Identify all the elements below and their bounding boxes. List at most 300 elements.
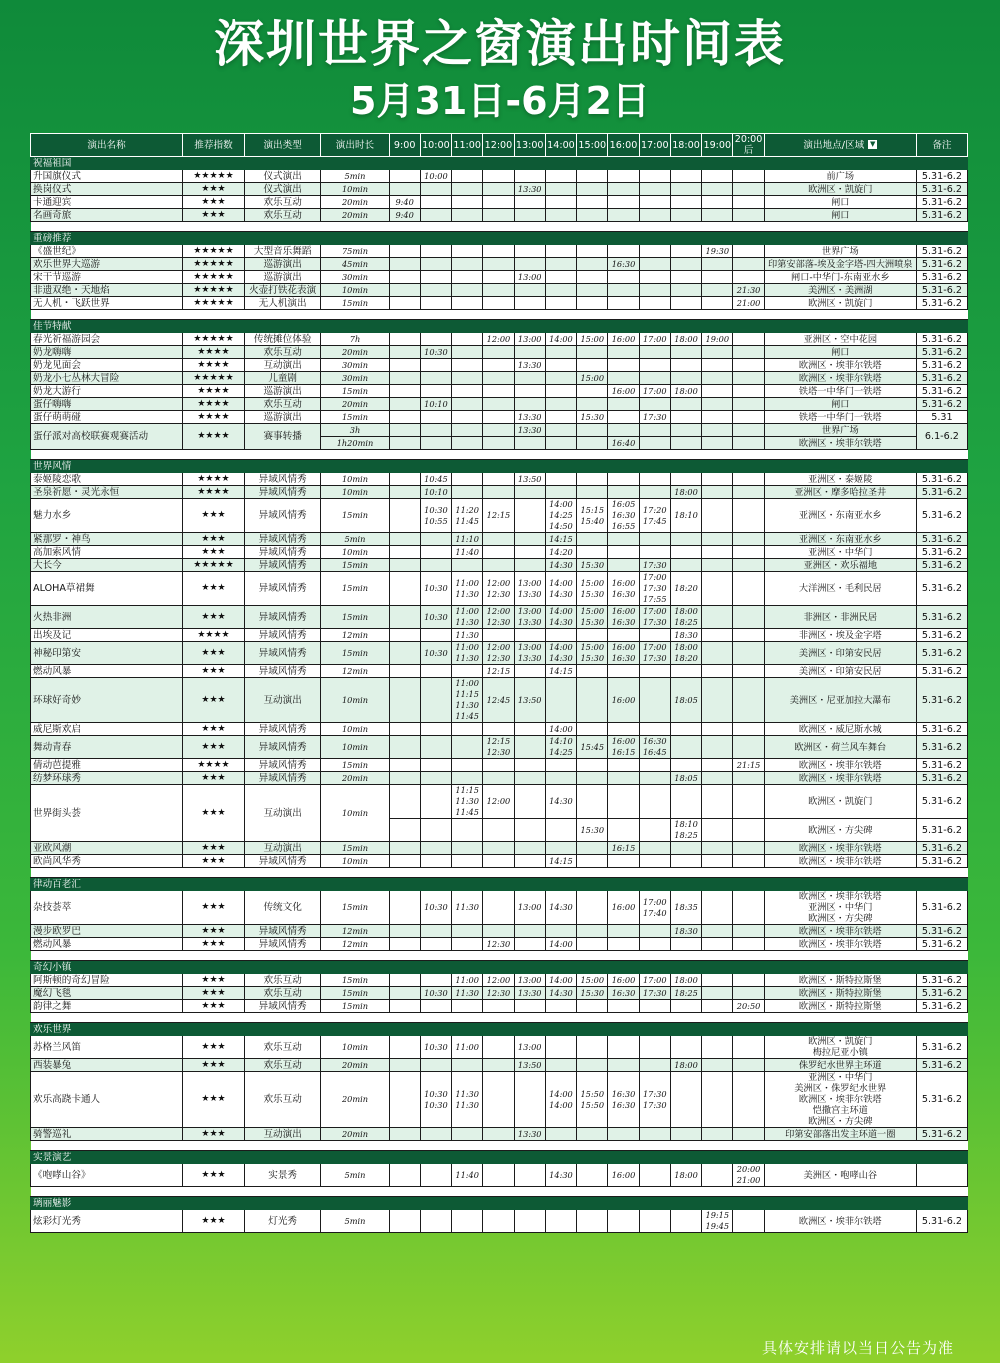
- time-slot: [389, 372, 420, 385]
- column-header: 20:00后: [734, 134, 763, 156]
- time-slot: [702, 209, 733, 222]
- time-slot: [670, 297, 701, 310]
- time-slot: [420, 424, 451, 437]
- time-slot: [577, 424, 608, 437]
- time-slot: [733, 925, 764, 938]
- time-slot: [608, 245, 639, 258]
- time-slot: [514, 938, 545, 951]
- time-slot: [670, 1210, 701, 1233]
- remark: 5.31-6.2: [916, 473, 967, 486]
- remark: 5.31-6.2: [916, 209, 967, 222]
- time-slot: [733, 819, 764, 842]
- show-type: 异域风情秀: [244, 559, 321, 572]
- spacer-row: [31, 868, 968, 878]
- time-slot: [420, 925, 451, 938]
- time-slot: [608, 819, 639, 842]
- column-header: 16:00: [608, 134, 639, 157]
- time-slot: [389, 678, 420, 723]
- spacer: [31, 1141, 968, 1151]
- table-row: [31, 1036, 968, 1059]
- time-slot: [577, 1210, 608, 1233]
- time-slot: [483, 1128, 514, 1141]
- location: 欧洲区・斯特拉斯堡: [764, 987, 916, 1000]
- show-type: 异域风情秀: [244, 486, 321, 499]
- duration: 20min: [321, 772, 389, 785]
- table-row: [31, 1128, 968, 1141]
- time-slot: [608, 629, 639, 642]
- time-slot: [514, 398, 545, 411]
- section-title: 欢乐世界: [31, 1023, 968, 1036]
- time-slot: [389, 245, 420, 258]
- time-slot: [577, 245, 608, 258]
- time-slot: [545, 1210, 576, 1233]
- schedule-table: [30, 133, 968, 1233]
- section-header-row: [31, 1023, 968, 1036]
- time-slot: 11:00 11:30: [452, 642, 483, 665]
- show-name: 圣泉祈愿・灵光永恒: [31, 486, 183, 499]
- time-slot: [420, 196, 451, 209]
- time-slot: 11:00: [452, 1036, 483, 1059]
- time-slot: [389, 987, 420, 1000]
- time-slot: [420, 1059, 451, 1072]
- show-type: 灯光秀: [244, 1210, 321, 1233]
- time-slot: [545, 372, 576, 385]
- rating-stars: ★★★★: [183, 398, 245, 411]
- remark: 5.31-6.2: [916, 1036, 967, 1059]
- show-type: 欢乐互动: [244, 209, 321, 222]
- time-slot: [514, 759, 545, 772]
- show-name: 蛋仔萌萌碰: [31, 411, 183, 424]
- time-slot: 12:30: [483, 987, 514, 1000]
- time-slot: 15:00 15:30: [577, 606, 608, 629]
- time-slot: [514, 258, 545, 271]
- time-slot: [702, 1000, 733, 1013]
- time-slot: 10:30 10:30: [420, 1072, 451, 1128]
- location: 亚洲区・泰姬陵: [764, 473, 916, 486]
- show-name: 欢乐世界大巡游: [31, 258, 183, 271]
- time-slot: [420, 759, 451, 772]
- time-slot: 12:15: [483, 665, 514, 678]
- show-type: 异域风情秀: [244, 855, 321, 868]
- time-slot: [420, 258, 451, 271]
- table-row: [31, 974, 968, 987]
- remark: 5.31-6.2: [916, 987, 967, 1000]
- show-name: 欢乐高跷卡通人: [31, 1072, 183, 1128]
- time-slot: 13:00: [514, 333, 545, 346]
- time-slot: [514, 1164, 545, 1187]
- time-slot: [639, 678, 670, 723]
- time-slot: [514, 855, 545, 868]
- time-slot: [545, 842, 576, 855]
- time-slot: [608, 1210, 639, 1233]
- show-name: 世界街头荟: [31, 785, 183, 842]
- duration: 15min: [321, 411, 389, 424]
- time-slot: [389, 759, 420, 772]
- table-row: [31, 499, 968, 533]
- time-slot: 18:00 18:20: [670, 642, 701, 665]
- show-type: 欢乐互动: [244, 987, 321, 1000]
- time-slot: 19:30: [702, 245, 733, 258]
- time-slot: [577, 258, 608, 271]
- time-slot: [608, 372, 639, 385]
- time-slot: [389, 891, 420, 925]
- time-slot: [514, 1210, 545, 1233]
- location: 非洲区・非洲民居: [764, 606, 916, 629]
- time-slot: [452, 297, 483, 310]
- time-slot: [702, 759, 733, 772]
- rating-stars: ★★★★: [183, 424, 245, 450]
- time-slot: 13:30: [514, 359, 545, 372]
- time-slot: 15:30: [577, 411, 608, 424]
- location: 非洲区・埃及金字塔: [764, 629, 916, 642]
- time-slot: [420, 333, 451, 346]
- header-row: [31, 134, 968, 157]
- time-slot: [733, 385, 764, 398]
- time-slot: [483, 925, 514, 938]
- time-slot: [389, 271, 420, 284]
- time-slot: [639, 819, 670, 842]
- time-slot: 12:00: [483, 974, 514, 987]
- time-slot: [639, 271, 670, 284]
- time-slot: [514, 785, 545, 819]
- time-slot: [483, 245, 514, 258]
- time-slot: [639, 1059, 670, 1072]
- time-slot: [733, 346, 764, 359]
- duration: 10min: [321, 546, 389, 559]
- time-slot: [702, 572, 733, 606]
- time-slot: [670, 723, 701, 736]
- time-slot: [639, 437, 670, 450]
- section-header-row: [31, 232, 968, 245]
- duration: 20min: [321, 209, 389, 222]
- location: 印第安部落出发主环道一圈: [764, 1128, 916, 1141]
- time-slot: [733, 891, 764, 925]
- time-slot: [389, 346, 420, 359]
- table-row: [31, 359, 968, 372]
- time-slot: [670, 785, 701, 819]
- show-type: 欢乐互动: [244, 346, 321, 359]
- time-slot: [389, 938, 420, 951]
- time-slot: 11:20 11:45: [452, 499, 483, 533]
- time-slot: [670, 196, 701, 209]
- rating-stars: ★★★: [183, 974, 245, 987]
- duration: 1h20min: [321, 437, 389, 450]
- time-slot: [389, 819, 420, 842]
- column-header: 19:00: [702, 134, 733, 157]
- time-slot: [545, 925, 576, 938]
- time-slot: [545, 424, 576, 437]
- footer-note: 具体安排请以当日公告为准: [761, 1339, 954, 1357]
- time-slot: [608, 346, 639, 359]
- column-header: 备注: [916, 134, 967, 157]
- time-slot: [452, 346, 483, 359]
- time-slot: [452, 855, 483, 868]
- time-slot: [670, 842, 701, 855]
- location: 美洲区・尼亚加拉大瀑布: [764, 678, 916, 723]
- time-slot: 15:30: [577, 819, 608, 842]
- time-slot: [608, 533, 639, 546]
- time-slot: 16:00: [608, 333, 639, 346]
- remark: 5.31-6.2: [916, 1059, 967, 1072]
- time-slot: [545, 1128, 576, 1141]
- time-slot: 11:00 11:30: [452, 606, 483, 629]
- show-name: 泰姬陵恋歌: [31, 473, 183, 486]
- remark: 5.31-6.2: [916, 1210, 967, 1233]
- time-slot: [420, 736, 451, 759]
- remark: 5.31-6.2: [916, 258, 967, 271]
- location: 欧洲区・埃菲尔铁塔: [764, 759, 916, 772]
- show-type: 巡游演出: [244, 258, 321, 271]
- time-slot: [577, 170, 608, 183]
- time-slot: 12:00: [483, 785, 514, 819]
- time-slot: [483, 385, 514, 398]
- rating-stars: ★★★★★: [183, 170, 245, 183]
- show-name: 阿斯顿的奇幻冒险: [31, 974, 183, 987]
- remark: 5.31-6.2: [916, 398, 967, 411]
- time-slot: [389, 486, 420, 499]
- show-type: 异域风情秀: [244, 938, 321, 951]
- section-header-row: [31, 157, 968, 170]
- time-slot: [639, 473, 670, 486]
- time-slot: [420, 385, 451, 398]
- time-slot: [483, 819, 514, 842]
- location: 美洲区・印第安民居: [764, 642, 916, 665]
- rating-stars: ★★★★: [183, 359, 245, 372]
- column-header: 演出时长: [321, 134, 389, 157]
- time-slot: 18:35: [670, 891, 701, 925]
- table-row: [31, 346, 968, 359]
- time-slot: [483, 533, 514, 546]
- dropdown-filter-icon[interactable]: ▼: [869, 140, 876, 148]
- time-slot: 18:00 18:25: [670, 606, 701, 629]
- location: 欧洲区・凯旋门: [764, 297, 916, 310]
- time-slot: [514, 245, 545, 258]
- time-slot: [420, 1210, 451, 1233]
- time-slot: [639, 372, 670, 385]
- remark: 5.31-6.2: [916, 925, 967, 938]
- time-slot: [420, 533, 451, 546]
- time-slot: [483, 759, 514, 772]
- remark: 5.31-6.2: [916, 723, 967, 736]
- date-range: 5月31日-6月2日: [350, 79, 650, 123]
- time-slot: [514, 196, 545, 209]
- remark: 5.31-6.2: [916, 759, 967, 772]
- table-row: [31, 723, 968, 736]
- show-name: 骑警巡礼: [31, 1128, 183, 1141]
- time-slot: [452, 411, 483, 424]
- time-slot: [577, 533, 608, 546]
- time-slot: [608, 271, 639, 284]
- time-slot: 20:00 21:00: [733, 1164, 764, 1187]
- show-name: 大长今: [31, 559, 183, 572]
- time-slot: 14:00: [545, 974, 576, 987]
- section-header-row: [31, 961, 968, 974]
- time-slot: [733, 772, 764, 785]
- time-slot: [420, 723, 451, 736]
- time-slot: [452, 284, 483, 297]
- spacer-row: [31, 951, 968, 961]
- time-slot: [389, 297, 420, 310]
- time-slot: [483, 411, 514, 424]
- time-slot: [483, 1059, 514, 1072]
- time-slot: 16:00 16:15: [608, 736, 639, 759]
- time-slot: [514, 819, 545, 842]
- remark: [916, 1164, 967, 1187]
- time-slot: [389, 1210, 420, 1233]
- time-slot: [577, 297, 608, 310]
- time-slot: 15:45: [577, 736, 608, 759]
- time-slot: [514, 533, 545, 546]
- location: 闸口-中华门-东南亚水乡: [764, 271, 916, 284]
- time-slot: 18:25: [670, 987, 701, 1000]
- rating-stars: ★★★: [183, 606, 245, 629]
- time-slot: [452, 1210, 483, 1233]
- time-slot: [639, 759, 670, 772]
- duration: 3h: [321, 424, 389, 437]
- time-slot: [483, 842, 514, 855]
- section-title: 世界风情: [31, 460, 968, 473]
- show-name: 火热非洲: [31, 606, 183, 629]
- duration: 5min: [321, 1164, 389, 1187]
- rating-stars: ★★★★★: [183, 333, 245, 346]
- time-slot: [670, 411, 701, 424]
- remark: 5.31-6.2: [916, 372, 967, 385]
- time-slot: [577, 855, 608, 868]
- time-slot: 13:00 13:30: [514, 642, 545, 665]
- location: 亚洲区・中华门: [764, 546, 916, 559]
- rating-stars: ★★★★: [183, 473, 245, 486]
- time-slot: 14:00 14:30: [545, 642, 576, 665]
- time-slot: [545, 772, 576, 785]
- time-slot: [483, 209, 514, 222]
- time-slot: 16:15: [608, 842, 639, 855]
- time-slot: 16:00: [608, 678, 639, 723]
- time-slot: [389, 385, 420, 398]
- show-type: 异域风情秀: [244, 1000, 321, 1013]
- time-slot: [577, 346, 608, 359]
- time-slot: [483, 772, 514, 785]
- time-slot: [420, 938, 451, 951]
- duration: 10min: [321, 785, 389, 842]
- column-header[interactable]: 演出地点/区域 ▼: [764, 134, 916, 157]
- table-row: [31, 842, 968, 855]
- duration: 20min: [321, 196, 389, 209]
- time-slot: 12:45: [483, 678, 514, 723]
- location: 亚洲区・摩多哈拉圣井: [764, 486, 916, 499]
- time-slot: [702, 473, 733, 486]
- show-name: 奶龙见面会: [31, 359, 183, 372]
- time-slot: 18:00: [670, 1059, 701, 1072]
- time-slot: [545, 209, 576, 222]
- table-row: [31, 987, 968, 1000]
- time-slot: 15:00 15:30: [577, 642, 608, 665]
- time-slot: 14:30: [545, 559, 576, 572]
- time-slot: 17:30 17:30: [639, 1072, 670, 1128]
- remark: 5.31-6.2: [916, 1072, 967, 1128]
- time-slot: [733, 533, 764, 546]
- show-type: 巡游演出: [244, 271, 321, 284]
- duration: 20min: [321, 1059, 389, 1072]
- time-slot: [670, 209, 701, 222]
- time-slot: [545, 1059, 576, 1072]
- table-row: [31, 629, 968, 642]
- time-slot: [670, 398, 701, 411]
- show-type: 传统摊位体验: [244, 333, 321, 346]
- time-slot: [702, 546, 733, 559]
- time-slot: [483, 297, 514, 310]
- time-slot: [608, 411, 639, 424]
- show-type: 异域风情秀: [244, 759, 321, 772]
- rating-stars: ★★★★★: [183, 372, 245, 385]
- table-row: [31, 855, 968, 868]
- show-name: 春光祈福游园会: [31, 333, 183, 346]
- time-slot: [389, 665, 420, 678]
- show-type: 互动演出: [244, 842, 321, 855]
- duration: 15min: [321, 891, 389, 925]
- table-row: [31, 372, 968, 385]
- duration: 5min: [321, 533, 389, 546]
- time-slot: [483, 559, 514, 572]
- time-slot: [452, 424, 483, 437]
- time-slot: [389, 1000, 420, 1013]
- table-row: [31, 533, 968, 546]
- column-header: 12:00: [483, 134, 514, 157]
- time-slot: [577, 209, 608, 222]
- time-slot: 15:50 15:50: [577, 1072, 608, 1128]
- table-row: [31, 424, 968, 437]
- time-slot: [577, 196, 608, 209]
- show-name: 蛋仔嗨嗨: [31, 398, 183, 411]
- time-slot: [733, 938, 764, 951]
- time-slot: [420, 785, 451, 819]
- time-slot: 18:10: [670, 499, 701, 533]
- show-type: 仪式演出: [244, 183, 321, 196]
- time-slot: [452, 665, 483, 678]
- time-slot: [389, 572, 420, 606]
- time-slot: [389, 258, 420, 271]
- time-slot: 13:00: [514, 271, 545, 284]
- duration: 10min: [321, 723, 389, 736]
- time-slot: [733, 499, 764, 533]
- section-header-row: [31, 460, 968, 473]
- time-slot: [670, 437, 701, 450]
- time-slot: [545, 297, 576, 310]
- time-slot: [420, 819, 451, 842]
- time-slot: [608, 785, 639, 819]
- time-slot: [639, 546, 670, 559]
- location: 欧洲区・凯旋门: [764, 785, 916, 819]
- time-slot: 11:00 11:15 11:30 11:45: [452, 678, 483, 723]
- time-slot: [483, 372, 514, 385]
- time-slot: 21:15: [733, 759, 764, 772]
- time-slot: [639, 245, 670, 258]
- time-slot: [389, 1164, 420, 1187]
- time-slot: [733, 665, 764, 678]
- time-slot: [702, 385, 733, 398]
- time-slot: [639, 533, 670, 546]
- time-slot: [733, 333, 764, 346]
- time-slot: 15:15 15:40: [577, 499, 608, 533]
- time-slot: [702, 499, 733, 533]
- show-type: 异域风情秀: [244, 642, 321, 665]
- time-slot: [670, 1072, 701, 1128]
- show-type: 异域风情秀: [244, 533, 321, 546]
- time-slot: [608, 1128, 639, 1141]
- time-slot: 11:30: [452, 629, 483, 642]
- time-slot: [639, 258, 670, 271]
- time-slot: [733, 359, 764, 372]
- time-slot: 17:00: [639, 385, 670, 398]
